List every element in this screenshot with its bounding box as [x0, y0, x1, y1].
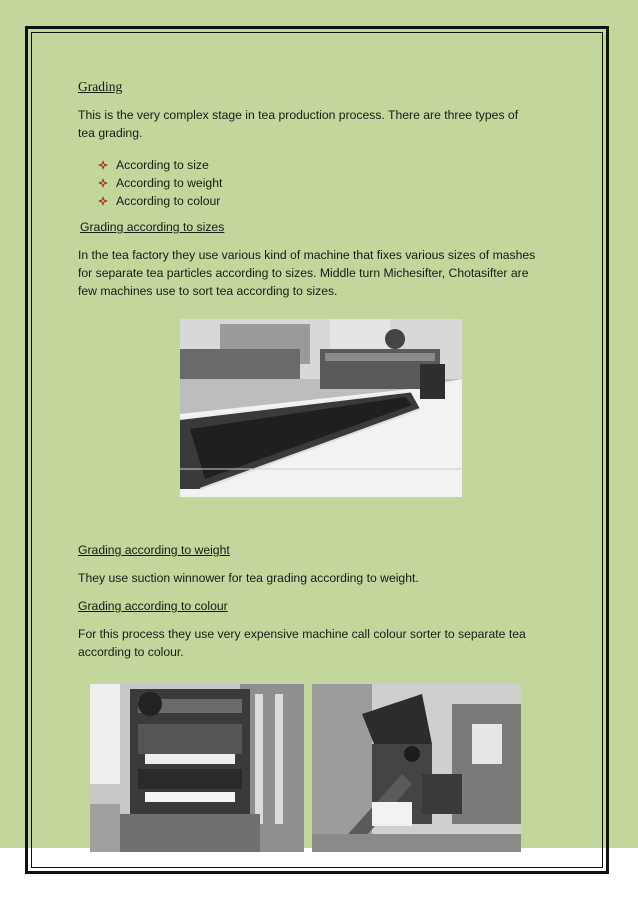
document-content-lower	[78, 541, 538, 661]
ornament-bullet-icon	[98, 160, 108, 170]
size-paragraph: In the tea factory they use various kind of machine that fixes various sizes of mashes for separate tea particles according to sizes. Middle turn Michesifter, Chotasifter are few machines use to sort tea according to sizes.	[78, 248, 536, 298]
colour-paragraph: For this process they use very expensive machine call colour sorter to separate tea according to colour.	[78, 627, 526, 659]
grading-types-list	[78, 156, 538, 210]
grading-type-label: According to colour	[116, 194, 221, 208]
grading-heading: Grading	[78, 79, 123, 94]
grading-type-label: According to weight	[116, 176, 223, 190]
list-item	[78, 156, 538, 174]
sifter-machine-photo	[180, 319, 462, 497]
weight-heading: Grading according to weight	[78, 543, 230, 557]
ornament-bullet-icon	[98, 196, 108, 206]
suction-winnower-photo	[90, 684, 304, 852]
colour-sorter-photo	[312, 684, 521, 852]
ornament-bullet-icon	[98, 178, 108, 188]
grading-type-label: According to size	[116, 158, 209, 172]
list-item	[78, 174, 538, 192]
weight-paragraph: They use suction winnower for tea grading according to weight.	[78, 571, 419, 585]
colour-heading: Grading according to colour	[78, 599, 228, 613]
grading-intro: This is the very complex stage in tea production process. There are three types of tea grading.	[78, 108, 519, 140]
list-item	[78, 192, 538, 210]
size-heading: Grading according to sizes	[80, 220, 225, 234]
document-content	[78, 78, 538, 300]
